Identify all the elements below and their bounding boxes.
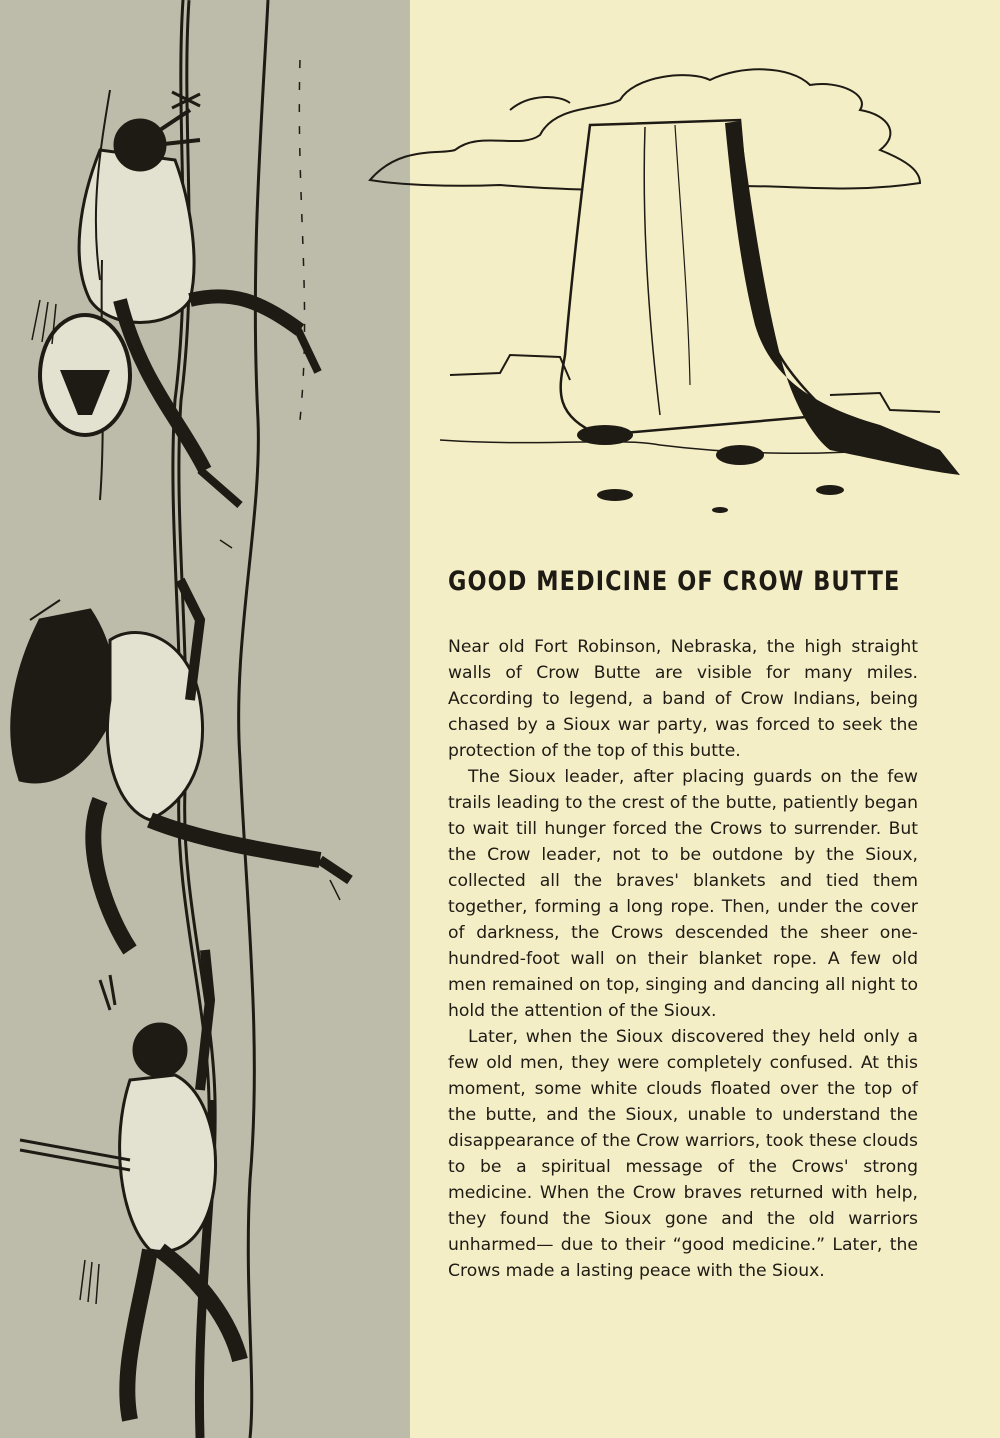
crow-butte-illustration <box>360 55 980 535</box>
paragraph-1: Near old Fort Robinson, Nebraska, the high straight walls of Crow Butte are visible for many miles. According to legend, a band of Crow Indians, being chased by a Sioux war party, was forced to seek the protection of the top of this butte. <box>448 637 918 761</box>
paragraph-3: Later, when the Sioux discovered they held only a few old men, they were completely confused. At this moment, some white clouds floated over the top of the butte, and the Sioux, unable to understand the disappearance of the Crow warriors, took these clouds to be a spiritual message of the Crows' strong medicine. When the Crow braves returned with help, they found the Sioux gone and the old warriors unharmed— due to their “good medicine.” Later, the Crows made a lasting peace with the Sioux. <box>448 1027 918 1281</box>
climbing-illustration-panel <box>0 0 410 1438</box>
illustration-braves-climbing-blanket-rope <box>0 0 410 1438</box>
paragraph-2: The Sioux leader, after placing guards on the few trails leading to the crest of the butte, patiently began to wait till hunger forced the Crows to surrender. But the Crow leader, not to be outdone by the Sioux, collected all the braves' blankets and tied them together, forming a long rope. Then, under the cover of darkness, the Crows descended the sheer one-hundred-foot wall on their blanket rope. A few old men remained on top, singing and dancing all night to hold the attention of the Sioux. <box>448 767 918 1021</box>
article-body <box>448 634 918 1284</box>
page-title: GOOD MEDICINE OF CROW BUTTE <box>448 566 901 597</box>
